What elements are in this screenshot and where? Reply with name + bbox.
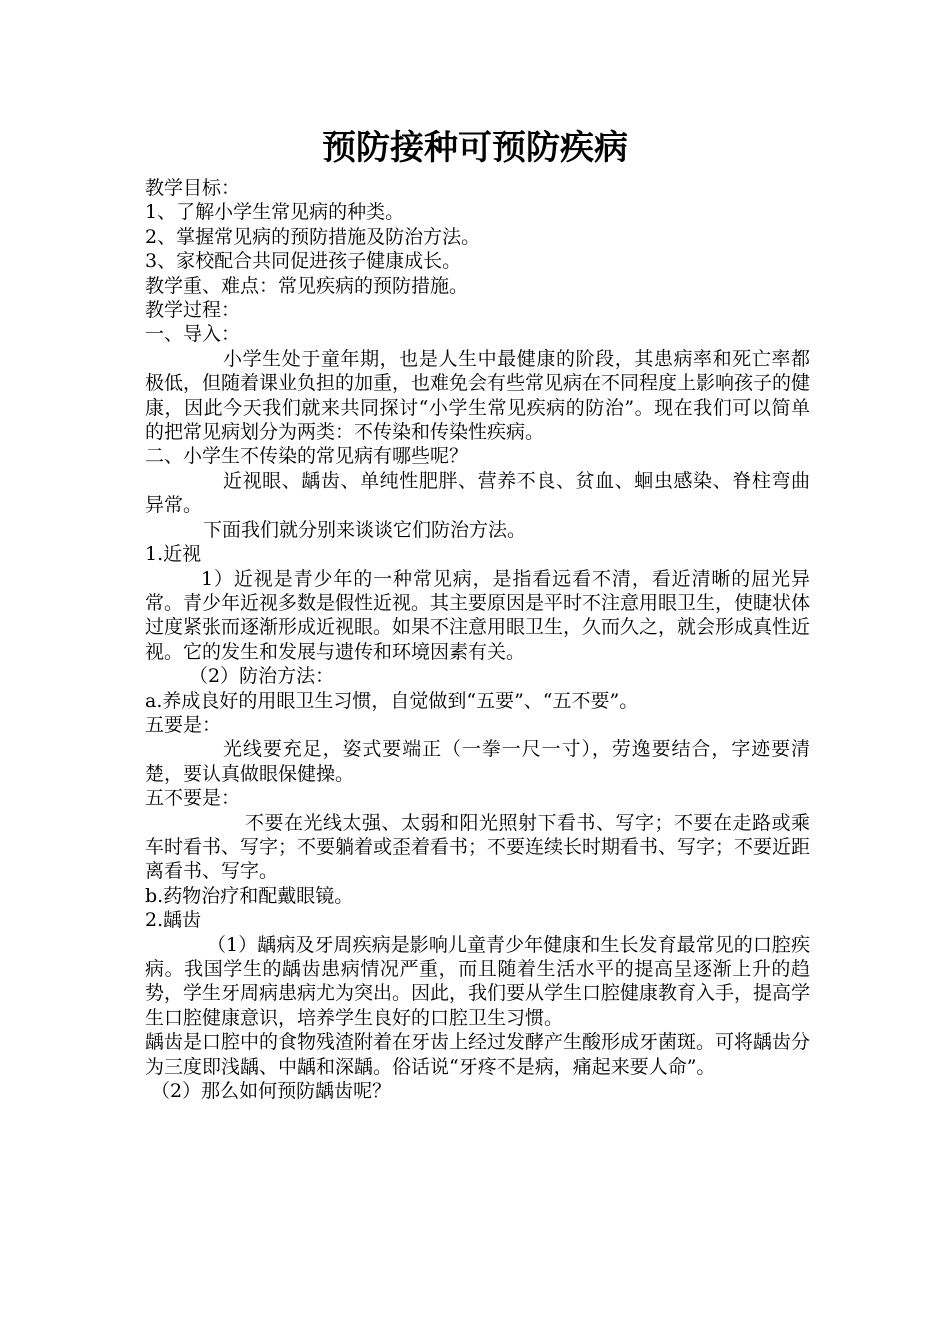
myopia-heading: 1.近视 (145, 543, 202, 566)
five-donts-paragraph: 不要在光线太强、太弱和阳光照射下看书、写字；不要在走路或乘车时看书、写字；不要躺着或歪着看书；不要连续长时期看书、写字；不要近距离看书、写字。 (145, 811, 811, 883)
myopia-prevention-a: a.养成良好的用眼卫生习惯，自觉做到“五要”、“五不要”。 (145, 689, 639, 712)
section-intro-heading: 一、导入： (145, 323, 241, 346)
myopia-prevention-heading: （2）防治方法： (189, 665, 335, 688)
objective-item-3: 3、家校配合共同促进孩子健康成长。 (145, 250, 462, 273)
heading-process: 教学过程： (145, 299, 241, 322)
heading-objectives: 教学目标： (145, 177, 241, 199)
myopia-prevention-b: b.药物治疗和配戴眼镜。 (145, 884, 354, 907)
five-dos-heading: 五要是： (145, 713, 222, 736)
caries-prevention-question: （2）那么如何预防龋齿呢？ (151, 1080, 392, 1103)
myopia-description: 1）近视是青少年的一种常见病，是指看远看不清，看近清晰的屈光异常。青少年近视多数是假性近视。其主要原因是平时不注意用眼卫生，使睫状体过度紧张而逐渐形成近视眼。如果不注意用眼卫生，久而久之，就会形成真性近视。它的发生和发展与遗传和环境因素有关。 (145, 567, 811, 663)
key-points: 教学重、难点：常见疾病的预防措施。 (145, 274, 469, 297)
caries-heading: 2.龋齿 (145, 909, 202, 932)
disease-list-paragraph: 近视眼、龋齿、单纯性肥胖、营养不良、贫血、蛔虫感染、脊柱弯曲异常。 (145, 469, 810, 517)
five-dos-paragraph: 光线要充足，姿式要端正（一拳一尺一寸），劳逸要结合，字迹要清楚，要认真做眼保健操。 (145, 738, 810, 785)
transition-paragraph: 下面我们就分别来谈谈它们防治方法。 (203, 518, 527, 541)
objective-item-2: 2、掌握常见病的预防措施及防治方法。 (145, 225, 481, 248)
caries-paragraph-1: （1）龋病及牙周疾病是影响儿童青少年健康和生长发育最常见的口腔疾病。我国学生的龋齿患病情况严重，而且随着生活水平的提高呈逐渐上升的趋势，学生牙周病患病尤为突出。因此，我们要从学生口腔健康教育入手，提高学生口腔健康意识，培养学生良好的口腔卫生习惯。 (145, 933, 811, 1029)
document-body (145, 176, 810, 1103)
objective-item-1: 1、了解小学生常见病的种类。 (145, 201, 405, 224)
document-title: 预防接种可预防疾病 (322, 128, 628, 168)
intro-paragraph: 小学生处于童年期，也是人生中最健康的阶段，其患病率和死亡率都极低，但随着课业负担的加重，也难免会有些常见病在不同程度上影响孩子的健康，因此今天我们就来共同探讨“小学生常见疾病的防治”。现在我们可以简单的把常见病划分为两类：不传染和传染性疾病。 (145, 347, 811, 444)
five-donts-heading: 五不要是： (145, 787, 241, 810)
caries-paragraph-2: 龋齿是口腔中的食物残渣附着在牙齿上经过发酵产生酸形成牙菌斑。可将龋齿分为三度即浅龋、中龋和深龋。俗话说“牙疼不是病，痛起来要人命”。 (145, 1031, 811, 1078)
section-two-heading: 二、小学生不传染的常见病有哪些呢？ (145, 445, 469, 468)
